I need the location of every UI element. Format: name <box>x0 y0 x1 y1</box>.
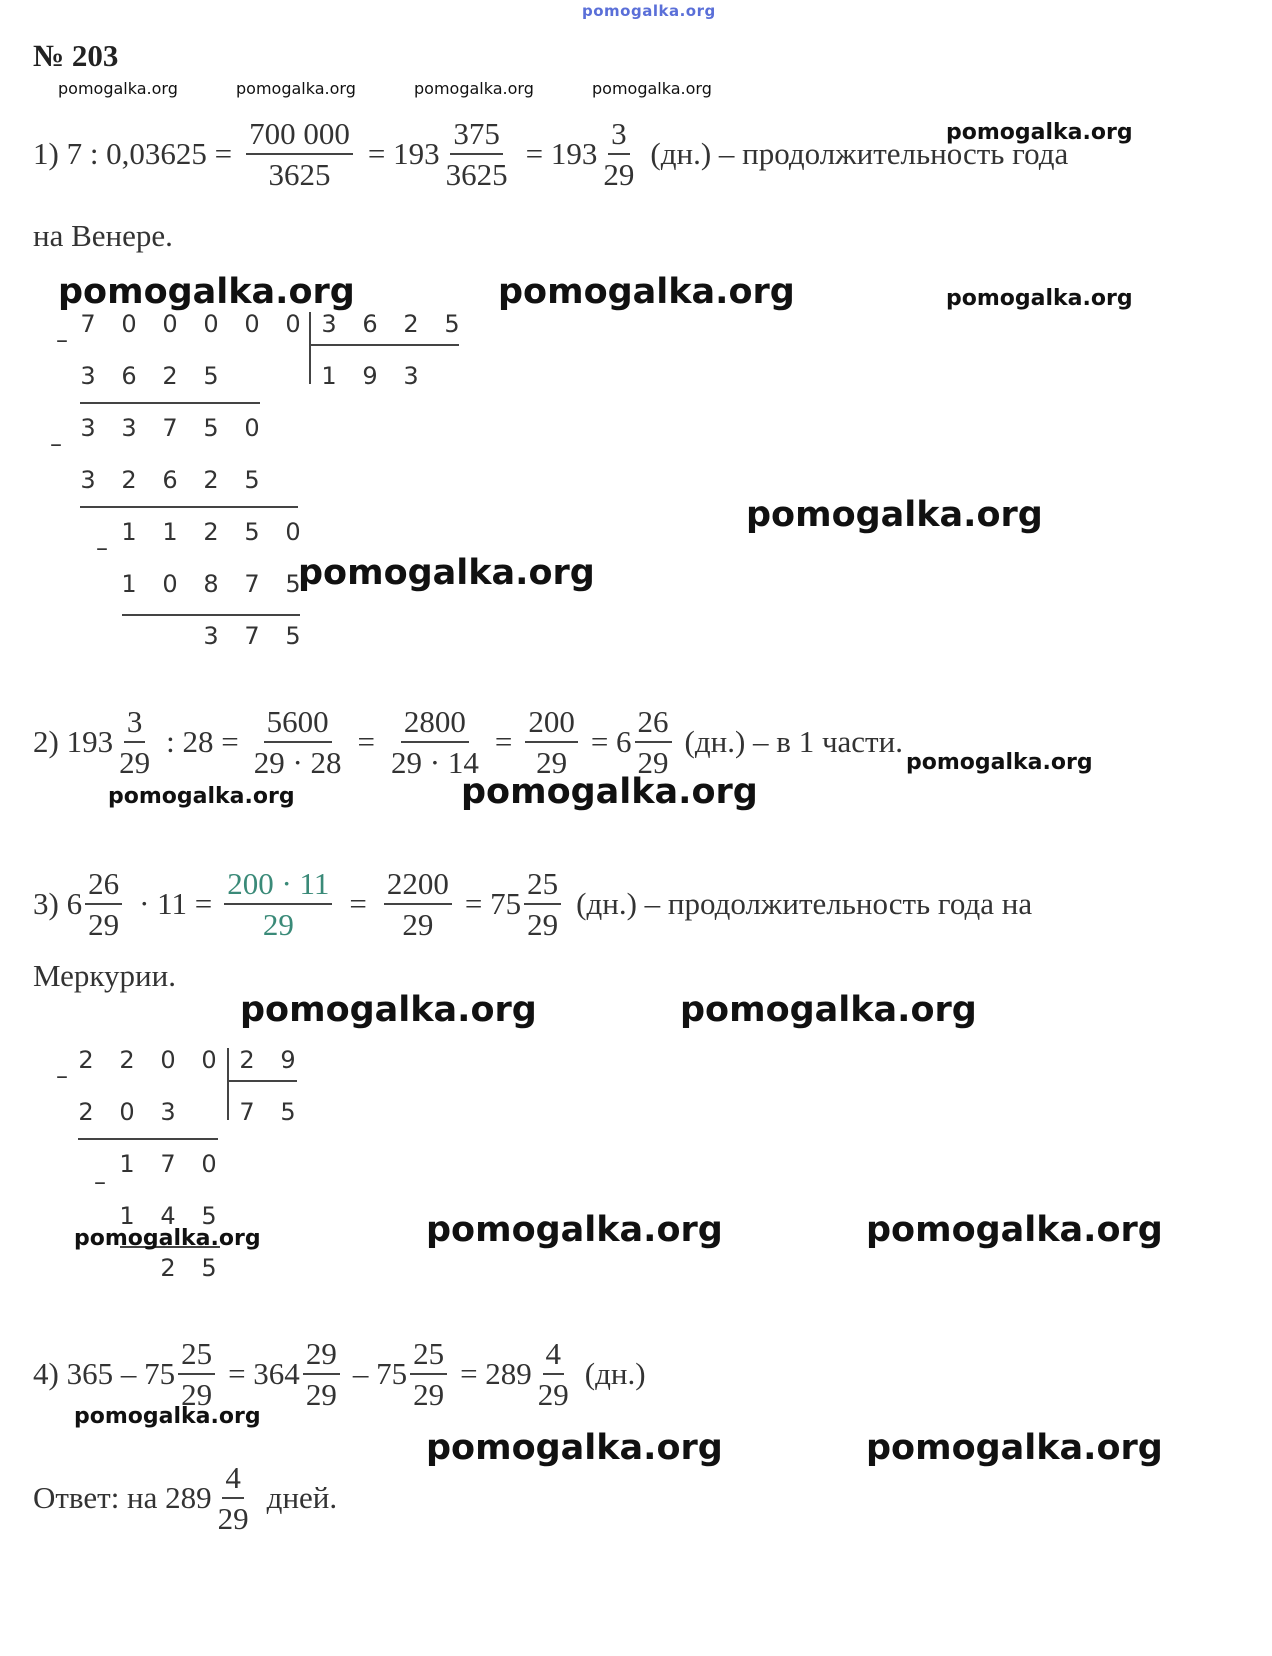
remainder-digit: 0 <box>244 414 260 442</box>
step-3-prefix: 3) 6 <box>33 886 83 921</box>
divisor-digit: 9 <box>280 1046 296 1074</box>
remainder-digit: 1 <box>119 1150 135 1178</box>
quotient-digit: 5 <box>280 1098 296 1126</box>
remainder-digit: 3 <box>80 414 96 442</box>
denominator: 29 <box>181 1377 213 1412</box>
remainder-digit: 2 <box>121 466 137 494</box>
divisor-underline <box>309 344 459 346</box>
denominator: 29 <box>413 1377 445 1412</box>
numerator: 700 000 <box>246 118 353 155</box>
step-2-prefix: 2) 193 <box>33 724 114 759</box>
answer <box>33 1462 337 1534</box>
dividend-digit: 0 <box>201 1046 217 1074</box>
quotient-digit: 3 <box>403 362 419 390</box>
numerator: 375 <box>450 118 503 155</box>
minus-sign: – <box>56 326 68 354</box>
equals-193: = 193 <box>367 136 440 171</box>
equals-75: = 75 <box>464 886 522 921</box>
remainder-digit: 5 <box>285 622 301 650</box>
denominator: 29 <box>603 157 635 192</box>
remainder-digit: 0 <box>162 570 178 598</box>
remainder-digit: 5 <box>244 518 260 546</box>
step-3-continuation: Меркурии. <box>33 958 176 993</box>
watermark: pomogalka.org <box>866 1428 1163 1468</box>
denominator: 29 <box>262 907 294 942</box>
remainder-digit: 2 <box>203 466 219 494</box>
remainder-digit: 0 <box>119 1098 135 1126</box>
numerator: 200 · 11 <box>224 868 332 905</box>
numerator: 25 <box>178 1338 215 1375</box>
fraction <box>246 118 353 190</box>
divisor-digit: 2 <box>239 1046 255 1074</box>
watermark: pomogalka.org <box>108 784 295 809</box>
numerator: 25 <box>410 1338 447 1375</box>
fraction <box>215 1462 252 1534</box>
minus-sign: – <box>94 1168 106 1196</box>
fraction <box>600 118 637 190</box>
numerator: 2800 <box>401 706 469 743</box>
watermark-top: pomogalka.org <box>582 2 716 20</box>
fraction <box>384 868 452 940</box>
divisor-digit: 2 <box>403 310 419 338</box>
numerator: 200 <box>525 706 578 743</box>
denominator: 3625 <box>445 157 508 192</box>
step-1-prefix: 1) 7 : 0,03625 = <box>33 136 233 171</box>
dividend-digit: 0 <box>203 310 219 338</box>
remainder-digit: 7 <box>244 622 260 650</box>
numerator: 29 <box>303 1338 340 1375</box>
answer-suffix: дней. <box>266 1480 338 1515</box>
fraction <box>85 868 122 940</box>
divisor-digit: 5 <box>444 310 460 338</box>
subtraction-line <box>122 614 300 616</box>
equals-364: = 364 <box>228 1356 300 1391</box>
watermark: pomogalka.org <box>74 1226 261 1251</box>
fraction <box>410 1338 447 1410</box>
step-1-suffix: (дн.) – продолжительность года <box>650 136 1069 171</box>
remainder-digit: 5 <box>201 1202 217 1230</box>
remainder-digit: 5 <box>203 414 219 442</box>
dividend-digit: 7 <box>80 310 96 338</box>
subtraction-line <box>80 506 298 508</box>
watermark: pomogalka.org <box>946 286 1133 311</box>
answer-prefix: Ответ: на 289 <box>33 1480 212 1515</box>
numerator: 5600 <box>264 706 332 743</box>
watermark: pomogalka.org <box>240 990 537 1030</box>
quotient-digit: 7 <box>239 1098 255 1126</box>
fraction <box>178 1338 215 1410</box>
minus-sign: – <box>56 1062 68 1090</box>
operator: · 11 = <box>139 886 213 921</box>
watermark: pomogalka.org <box>592 79 712 98</box>
numerator: 2200 <box>384 868 452 905</box>
step-1-equation <box>33 118 1068 190</box>
divisor-underline <box>227 1080 297 1082</box>
divisor-digit: 3 <box>321 310 337 338</box>
remainder-digit: 6 <box>162 466 178 494</box>
step-2-suffix: (дн.) – в 1 части. <box>684 724 903 759</box>
remainder-digit: 5 <box>201 1254 217 1282</box>
watermark: pomogalka.org <box>680 990 977 1030</box>
subtraction-line <box>80 402 260 404</box>
equals: = <box>349 886 367 921</box>
fraction <box>116 706 153 778</box>
numerator: 4 <box>222 1462 244 1499</box>
remainder-digit: 2 <box>203 518 219 546</box>
quotient-digit: 1 <box>321 362 337 390</box>
remainder-digit: 3 <box>160 1098 176 1126</box>
watermark: pomogalka.org <box>866 1210 1163 1250</box>
remainder-digit: 5 <box>203 362 219 390</box>
quotient-digit: 9 <box>362 362 378 390</box>
watermark: pomogalka.org <box>461 772 758 812</box>
remainder-digit: 1 <box>119 1202 135 1230</box>
subtraction-line <box>78 1138 218 1140</box>
dividend-digit: 0 <box>160 1046 176 1074</box>
numerator: 4 <box>543 1338 565 1375</box>
watermark: pomogalka.org <box>58 79 178 98</box>
watermark: pomogalka.org <box>746 495 1043 535</box>
denominator: 29 <box>305 1377 337 1412</box>
fraction <box>443 118 511 190</box>
dividend-digit: 0 <box>244 310 260 338</box>
divisor-digit: 6 <box>362 310 378 338</box>
fraction <box>524 868 561 940</box>
fraction <box>635 706 672 778</box>
numerator: 26 <box>85 868 122 905</box>
dividend-digit: 0 <box>121 310 137 338</box>
equals-193: = 193 <box>525 136 598 171</box>
denominator: 29 <box>536 745 568 780</box>
remainder-digit: 2 <box>162 362 178 390</box>
remainder-digit: 0 <box>201 1150 217 1178</box>
minus-sign: – <box>50 430 62 458</box>
division-bar <box>309 312 311 384</box>
watermark: pomogalka.org <box>498 272 795 312</box>
remainder-digit: 2 <box>78 1098 94 1126</box>
dividend-digit: 2 <box>119 1046 135 1074</box>
watermark: pomogalka.org <box>58 272 355 312</box>
equals-289: = 289 <box>460 1356 532 1391</box>
watermark: pomogalka.org <box>426 1210 723 1250</box>
fraction <box>535 1338 572 1410</box>
remainder-digit: 6 <box>121 362 137 390</box>
step-3-suffix: (дн.) – продолжительность года на <box>576 886 1033 921</box>
dividend-digit: 0 <box>162 310 178 338</box>
minus-sign: – <box>96 534 108 562</box>
step-4-suffix: (дн.) <box>584 1356 646 1391</box>
watermark: pomogalka.org <box>946 120 1133 145</box>
watermark: pomogalka.org <box>74 1404 261 1429</box>
denominator: 29 <box>527 907 559 942</box>
fraction <box>525 706 578 778</box>
remainder-digit: 7 <box>244 570 260 598</box>
denominator: 29 <box>119 745 151 780</box>
denominator: 29 <box>402 907 434 942</box>
numerator: 3 <box>608 118 630 155</box>
dividend-digit: 0 <box>285 310 301 338</box>
remainder-digit: 3 <box>80 362 96 390</box>
fraction <box>388 706 482 778</box>
denominator: 29 · 28 <box>253 745 342 780</box>
numerator: 25 <box>524 868 561 905</box>
denominator: 3625 <box>268 157 331 192</box>
operator: : 28 = <box>166 724 239 759</box>
watermark: pomogalka.org <box>906 750 1093 775</box>
remainder-digit: 5 <box>285 570 301 598</box>
remainder-digit: 4 <box>160 1202 176 1230</box>
remainder-digit: 2 <box>160 1254 176 1282</box>
numerator: 26 <box>635 706 672 743</box>
equals: = <box>494 724 513 759</box>
step-1-continuation: на Венере. <box>33 218 173 253</box>
denominator: 29 <box>537 1377 569 1412</box>
watermark: pomogalka.org <box>414 79 534 98</box>
watermark: pomogalka.org <box>298 553 595 593</box>
task-number: № 203 <box>33 38 119 73</box>
remainder-digit: 7 <box>160 1150 176 1178</box>
denominator: 29 <box>637 745 669 780</box>
remainder-digit: 0 <box>285 518 301 546</box>
step-4-prefix: 4) 365 – 75 <box>33 1356 176 1391</box>
watermark: pomogalka.org <box>236 79 356 98</box>
step-4-equation <box>33 1338 646 1410</box>
remainder-digit: 1 <box>121 570 137 598</box>
equals-6: = 6 <box>590 724 632 759</box>
numerator: 3 <box>124 706 146 743</box>
remainder-digit: 1 <box>162 518 178 546</box>
fraction <box>303 1338 340 1410</box>
remainder-digit: 3 <box>80 466 96 494</box>
equals: = <box>357 724 375 759</box>
remainder-digit: 3 <box>203 622 219 650</box>
remainder-digit: 7 <box>162 414 178 442</box>
step-3-equation <box>33 868 1032 940</box>
step-2-equation <box>33 706 903 778</box>
denominator: 29 <box>217 1501 249 1536</box>
remainder-digit: 5 <box>244 466 260 494</box>
dividend-digit: 2 <box>78 1046 94 1074</box>
denominator: 29 · 14 <box>391 745 479 780</box>
minus-75: – 75 <box>352 1356 408 1391</box>
division-bar <box>227 1048 229 1120</box>
fraction <box>224 868 332 940</box>
fraction <box>251 706 345 778</box>
remainder-digit: 8 <box>203 570 219 598</box>
watermark: pomogalka.org <box>426 1428 723 1468</box>
denominator: 29 <box>88 907 120 942</box>
remainder-digit: 1 <box>121 518 137 546</box>
remainder-digit: 3 <box>121 414 137 442</box>
